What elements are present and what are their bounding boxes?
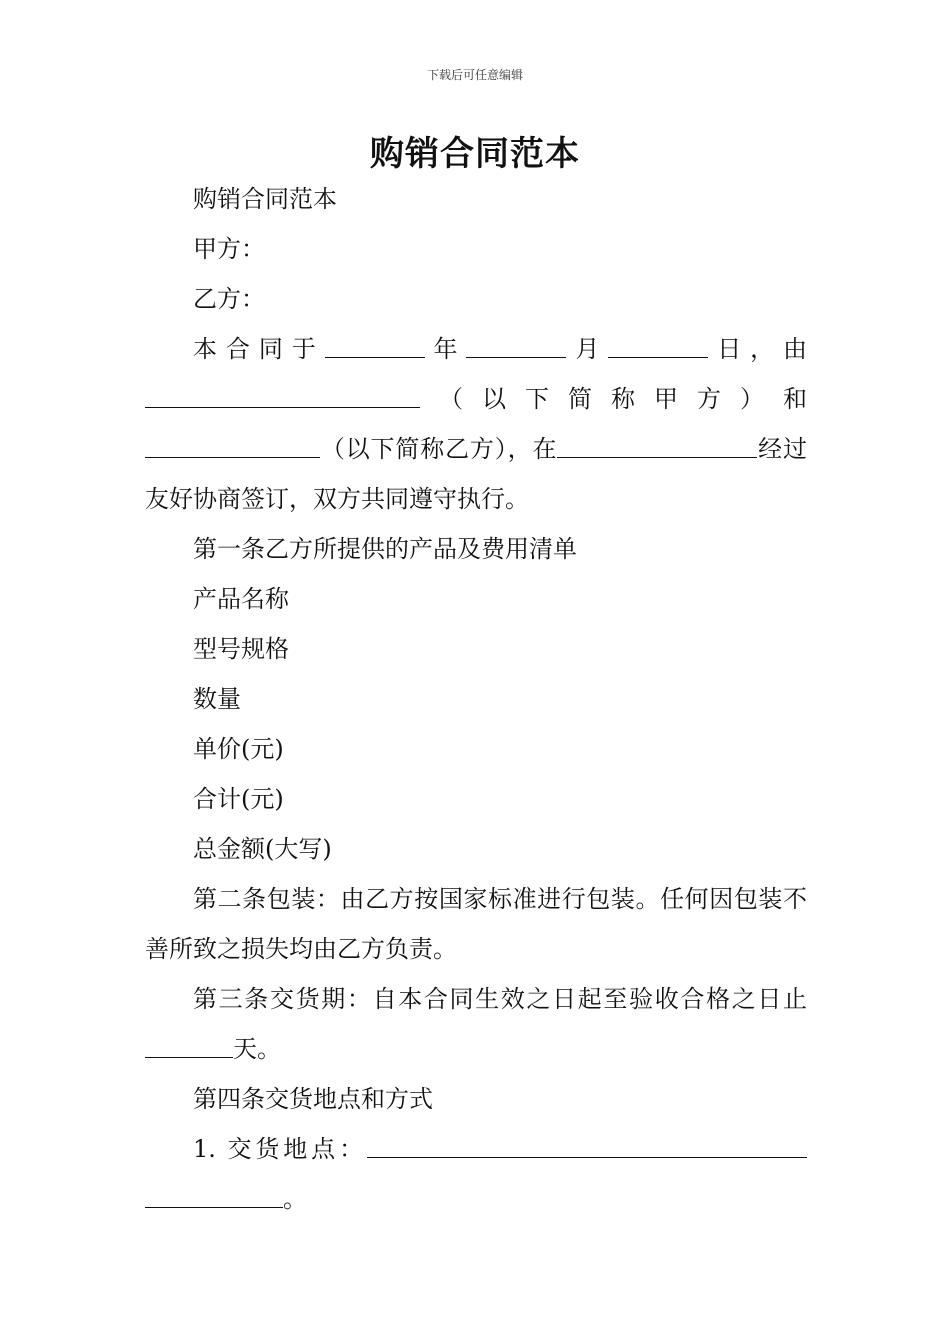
article-text: 第四条交货地点和方式 (193, 1085, 433, 1113)
paragraph-heading (145, 174, 807, 224)
list-item (145, 824, 807, 874)
list-item (145, 774, 807, 824)
unit-price-label: 单价(元) (193, 735, 284, 763)
intro-text: 月 (566, 335, 609, 363)
intro-text: 年 (424, 335, 467, 363)
article-text: 第二条包装：由乙方按国家标准进行包装。任何因包装不善所致之损失均由乙方负责。 (145, 885, 807, 963)
year-blank (325, 333, 425, 358)
intro-text: （以下简称乙方），在 (320, 435, 558, 463)
article-3-paragraph (145, 974, 807, 1074)
subtotal-label: 合计(元) (193, 785, 284, 813)
days-blank (145, 1033, 233, 1058)
intro-text: （以下简称甲方）和 (420, 385, 807, 413)
list-item (145, 624, 807, 674)
party-a-label: 甲方： (193, 235, 265, 263)
list-item (145, 574, 807, 624)
article-text: 。 (283, 1185, 307, 1213)
delivery-location-blank-cont (145, 1183, 283, 1208)
header-note: 下载后可任意编辑 (426, 68, 523, 82)
product-name-label: 产品名称 (193, 585, 289, 613)
intro-text: 经过友好协商签订，双方共同遵守执行。 (145, 435, 808, 513)
signing-place-blank (557, 433, 757, 458)
delivery-location-paragraph (145, 1124, 807, 1224)
document-title: 购销合同范本 (370, 134, 580, 174)
model-spec-label: 型号规格 (193, 635, 289, 663)
party-b-name-blank (145, 433, 320, 458)
party-b-line (145, 274, 807, 324)
intro-text: 日，由 (708, 335, 808, 363)
day-blank (608, 333, 708, 358)
intro-text: 本合同于 (193, 335, 325, 363)
list-item (145, 674, 807, 724)
month-blank (466, 333, 566, 358)
article-4-heading (145, 1074, 807, 1124)
article-1-heading (145, 524, 807, 574)
delivery-location-label: 1. 交货地点： (193, 1135, 367, 1163)
total-amount-label: 总金额(大写) (193, 835, 332, 863)
delivery-location-blank (367, 1133, 807, 1158)
document-body (145, 174, 807, 1224)
party-a-name-blank (145, 383, 420, 408)
article-text: 第一条乙方所提供的产品及费用清单 (193, 535, 577, 563)
article-text: 天。 (233, 1035, 281, 1063)
contract-intro-paragraph (145, 324, 807, 524)
quantity-label: 数量 (193, 685, 241, 713)
party-a-line (145, 224, 807, 274)
article-text: 第三条交货期：自本合同生效之日起至验收合格之日止 (193, 985, 807, 1013)
article-2-paragraph (145, 874, 807, 974)
party-b-label: 乙方： (193, 285, 265, 313)
list-item (145, 724, 807, 774)
paragraph-text: 购销合同范本 (193, 185, 337, 213)
